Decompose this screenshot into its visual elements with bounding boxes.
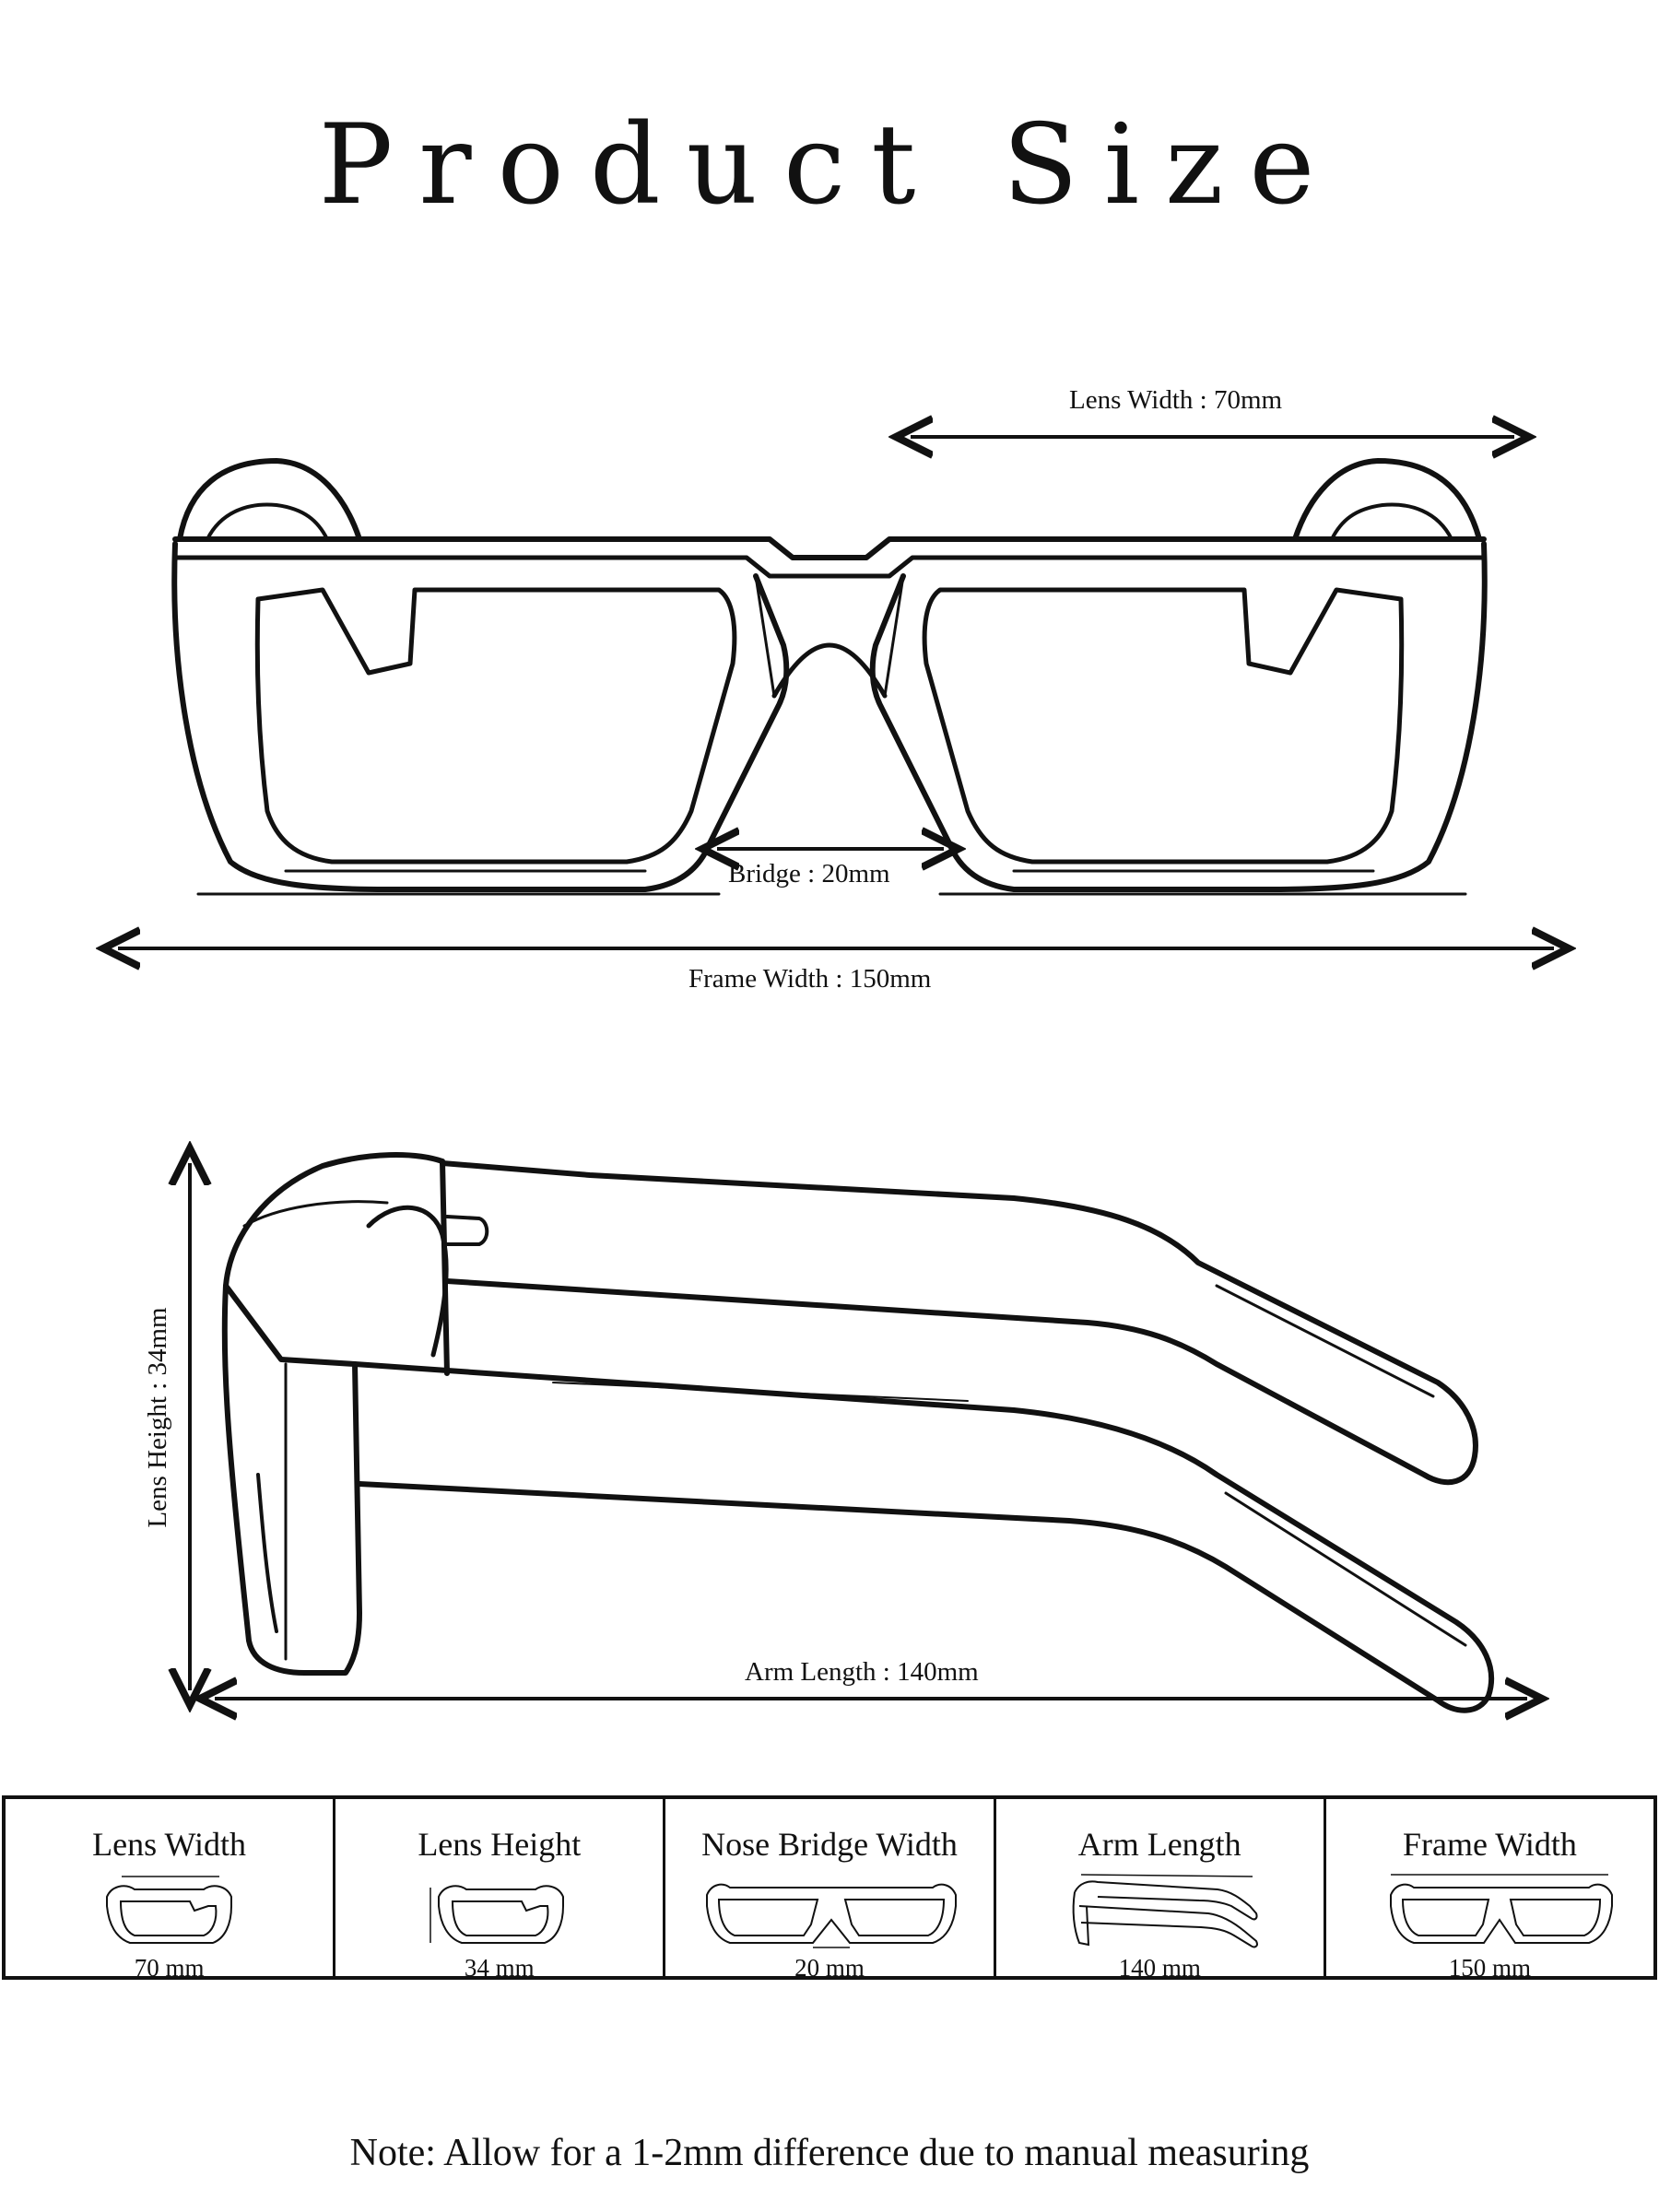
size-table bbox=[2, 1795, 1657, 1980]
nose-bridge-thumbnail bbox=[665, 1869, 994, 1952]
lens-height-label: Lens Height : 34mm bbox=[143, 1307, 172, 1528]
cell-label: Lens Width bbox=[92, 1826, 247, 1863]
cell-label: Arm Length bbox=[1077, 1826, 1241, 1863]
arm-length-label: Arm Length : 140mm bbox=[745, 1657, 979, 1687]
size-cell-arm-length bbox=[996, 1799, 1326, 1982]
cell-label: Nose Bridge Width bbox=[701, 1826, 958, 1863]
cell-value: 70 mm bbox=[134, 1954, 205, 1982]
size-cell-nose-bridge-width bbox=[665, 1799, 995, 1982]
front-view-glasses bbox=[174, 461, 1485, 894]
size-cell-frame-width bbox=[1326, 1799, 1653, 1982]
cell-value: 140 mm bbox=[1118, 1954, 1201, 1982]
cell-value: 34 mm bbox=[464, 1954, 535, 1982]
cell-label: Lens Height bbox=[418, 1826, 582, 1863]
cell-value: 150 mm bbox=[1448, 1954, 1532, 1982]
cell-value: 20 mm bbox=[794, 1954, 865, 1982]
measurement-note: Note: Allow for a 1-2mm difference due to manual measuring bbox=[349, 2132, 1310, 2174]
lens-width-label: Lens Width : 70mm bbox=[1069, 385, 1283, 415]
cell-label: Frame Width bbox=[1402, 1826, 1577, 1863]
lens-width-thumbnail bbox=[6, 1869, 334, 1952]
frame-width-thumbnail bbox=[1326, 1869, 1654, 1952]
page-title: Product Size bbox=[318, 101, 1341, 229]
size-cell-lens-height bbox=[335, 1799, 665, 1982]
frame-width-label: Frame Width : 150mm bbox=[688, 964, 932, 994]
bridge-label: Bridge : 20mm bbox=[728, 859, 890, 888]
lens-height-thumbnail bbox=[335, 1869, 664, 1952]
side-view-glasses bbox=[225, 1155, 1491, 1711]
size-cell-lens-width bbox=[6, 1799, 335, 1982]
arm-length-thumbnail bbox=[996, 1869, 1324, 1952]
